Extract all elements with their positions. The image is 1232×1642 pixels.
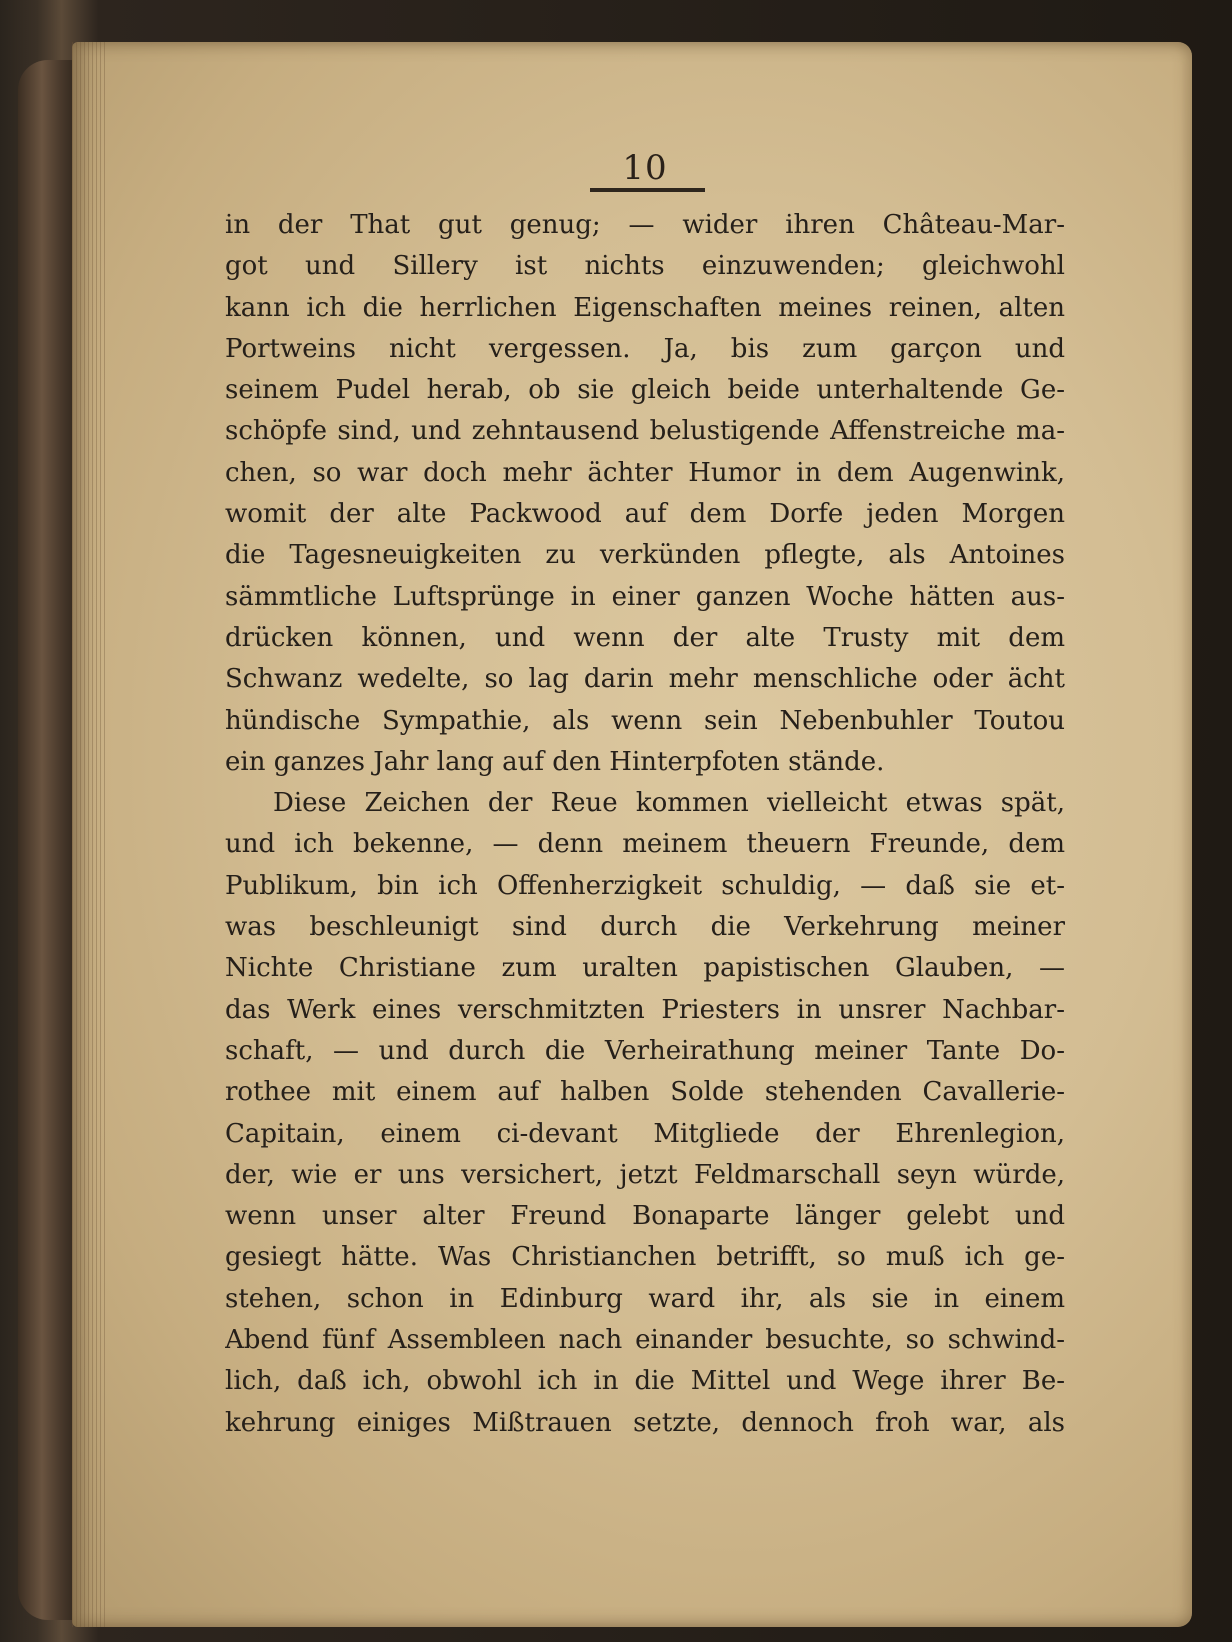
text-line: chen, so war doch mehr ächter Humor in dem Augenwink, [225, 457, 1065, 488]
text-line: in der That gut genug; — wider ihren Château-Mar- [225, 210, 1065, 240]
text-line: womit der alte Packwood auf dem Dorfe jeden Morgen [225, 499, 1065, 530]
text-line: got und Sillery ist nichts einzuwenden; gleichwohl [225, 251, 1065, 282]
text-line: das Werk eines verschmitzten Priesters in unsrer Nachbar- [225, 994, 1065, 1025]
body-text [225, 205, 1065, 1444]
text-line: schöpfe sind, und zehntausend belustigende Affenstreiche ma- [225, 416, 1065, 447]
text-line: was beschleunigt sind durch die Verkehrung meiner [225, 912, 1065, 943]
text-line: und ich bekenne, — denn meinem theuern Freunde, dem [225, 829, 1065, 860]
text-line: Abend fünf Assembleen nach einander besuchte, so schwind- [225, 1325, 1065, 1356]
page-number: 10 [622, 148, 668, 188]
text-line: wenn unser alter Freund Bonaparte länger gelebt und [225, 1201, 1065, 1232]
text-line: drücken können, und wenn der alte Trusty mit dem [225, 622, 1065, 653]
text-line: Capitain, einem ci-devant Mitgliede der Ehrenlegion, [225, 1118, 1065, 1149]
header-rule [590, 188, 705, 192]
text-line: lich, daß ich, obwohl ich in die Mittel und Wege ihrer Be- [225, 1366, 1065, 1397]
text-line: stehen, schon in Edinburg ward ihr, als sie in einem [225, 1283, 1065, 1314]
text-line: schaft, — und durch die Verheirathung meiner Tante Do- [225, 1035, 1065, 1066]
text-line: sämmtliche Luftsprünge in einer ganzen Woche hätten aus- [225, 581, 1065, 612]
page-edges [72, 42, 106, 1627]
text-line: seinem Pudel herab, ob sie gleich beide unterhaltende Ge- [225, 375, 1065, 406]
book-cover-edge [18, 60, 78, 1620]
text-line: ein ganzes Jahr lang auf den Hinterpfoten stände. [225, 746, 885, 777]
text-line: der, wie er uns versichert, jetzt Feldmarschall seyn würde, [225, 1159, 1065, 1190]
text-line: rothee mit einem auf halben Solde stehenden Cavallerie- [225, 1077, 1065, 1108]
text-line: Nichte Christiane zum uralten papistischen Glauben, — [225, 953, 1065, 984]
text-line: Publikum, bin ich Offenherzigkeit schuldig, — daß sie et- [225, 870, 1065, 901]
text-line: hündische Sympathie, als wenn sein Nebenbuhler Toutou [225, 705, 1065, 736]
text-line: die Tagesneuigkeiten zu verkünden pflegte, als Antoines [225, 540, 1065, 571]
text-line: kehrung einiges Mißtrauen setzte, dennoch froh war, als [225, 1407, 1065, 1438]
text-line: Diese Zeichen der Reue kommen vielleicht etwas spät, [273, 788, 1065, 819]
text-line: Portweins nicht vergessen. Ja, bis zum garçon und [225, 333, 1065, 364]
text-line: kann ich die herrlichen Eigenschaften meines reinen, alten [225, 292, 1065, 323]
text-line: Schwanz wedelte, so lag darin mehr menschliche oder ächt [225, 664, 1065, 695]
text-line: gesiegt hätte. Was Christianchen betrifft, so muß ich ge- [225, 1242, 1065, 1273]
